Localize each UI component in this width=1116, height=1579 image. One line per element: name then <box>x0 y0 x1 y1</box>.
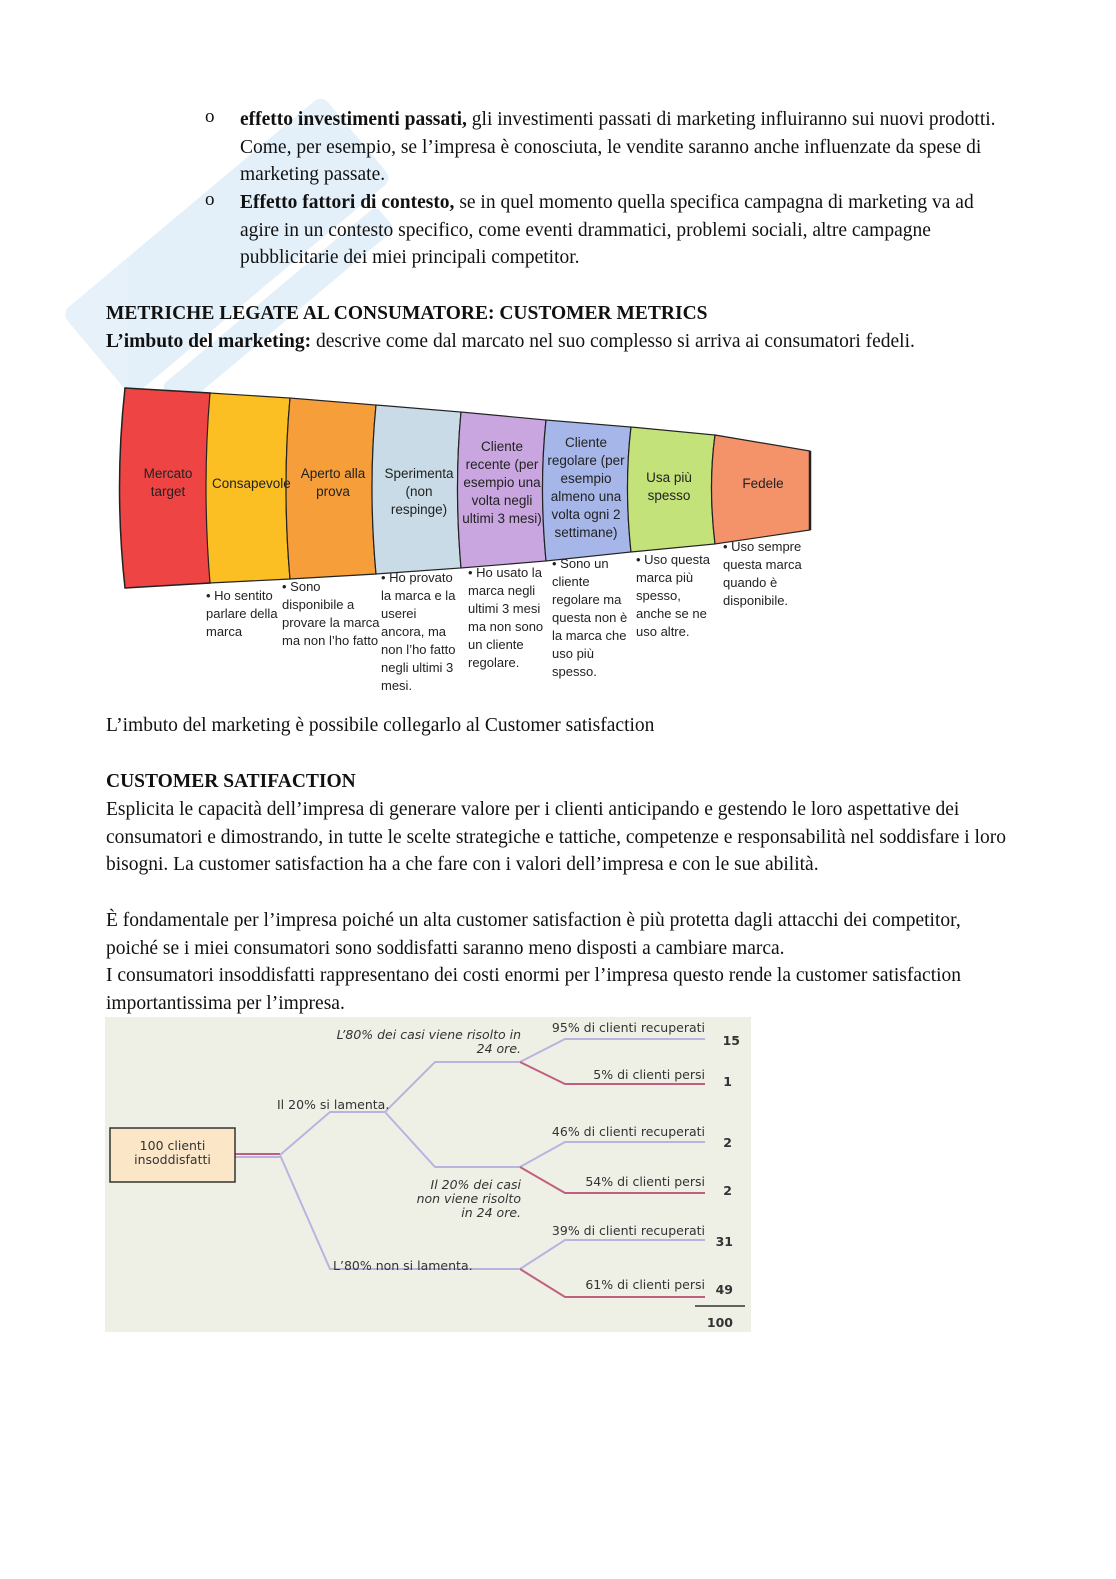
bullet-bold: effetto investimenti passati, <box>240 109 467 130</box>
tree-leaf-value: 49 <box>715 1282 733 1297</box>
tree-leaf-label: 95% di clienti recuperati <box>551 1020 705 1035</box>
paragraph: I consumatori insoddisfatti rappresentano dei costi enormi per l’impresa questo rende la customer satisfaction importantissima per l’impresa. <box>106 965 962 1014</box>
tree-leaf-value: 2 <box>723 1135 732 1150</box>
section-heading: METRICHE LEGATE AL CONSUMATORE: CUSTOMER METRICS <box>106 303 708 324</box>
funnel-description: • Sono un cliente regolare ma questa non è la marca che uso più spesso. <box>552 556 628 679</box>
paragraph: È fondamentale per l’impresa poiché un alta customer satisfaction è più protetta dagli attacchi dei competitor, poiché se i miei consumatori sono soddisfatti saranno meno disposti a cambiare marca. <box>106 910 961 959</box>
tree-total: 100 <box>706 1315 733 1330</box>
tree-leaf-label: 39% di clienti recuperati <box>551 1223 705 1238</box>
tree-leaf-value: 15 <box>722 1033 740 1048</box>
intro-bold: L’imbuto del marketing: <box>106 331 312 352</box>
funnel-segment-label: Sperimenta (non respinge) <box>384 466 454 517</box>
tree-leaf-value: 1 <box>723 1074 732 1089</box>
bullet-symbol: o <box>205 106 215 127</box>
bullet-text <box>240 106 1000 189</box>
funnel-segment-label: Aperto alla prova <box>300 466 366 499</box>
tree-leaf-label: 54% di clienti persi <box>585 1174 705 1189</box>
funnel-intro <box>106 328 1006 356</box>
bullet-body: gli investimenti passati di marketing influiranno sui nuovi prodotti. Come, per esempio, se l’impresa è conosciuta, le vendite saranno anche influenzate da spese di marketing passate. <box>240 109 996 185</box>
bullet-symbol: o <box>205 189 215 210</box>
funnel-description: • Uso sempre questa marca quando è disponibile. <box>723 539 802 608</box>
tree-leaf-value: 31 <box>715 1234 733 1249</box>
intro-text: descrive come dal marcato nel suo complesso si arriva ai consumatori fedeli. <box>311 331 915 352</box>
funnel-description: • Ho provato la marca e la userei ancora, ma non l’ho fatto negli ultimi 3 mesi. <box>381 570 456 693</box>
funnel-description: • Sono disponibile a provare la marca ma non l’ho fatto <box>282 579 380 648</box>
funnel-segment-label: Usa più spesso <box>646 470 692 503</box>
tree-node-not-resolved: Il 20% dei casi non viene risolto in 24 ore. <box>416 1177 521 1220</box>
funnel-segment-label: Consapevole <box>212 476 291 491</box>
tree-root: 100 clienti insoddisfatti <box>134 1138 211 1167</box>
funnel-segment-label: Cliente recente (per esempio una volta negli ultimi 3 mesi) <box>462 439 542 526</box>
tree-node-no-complain: L’80% non si lamenta. <box>333 1258 473 1273</box>
funnel-segment-label: Fedele <box>742 476 784 491</box>
bullet-body: se in quel momento quella specifica campagna di marketing va ad agire in un contesto specifico, come eventi drammatici, problemi sociali, altre campagne pubblicitarie dei miei principali competitor. <box>240 192 974 268</box>
funnel-caption: L’imbuto del marketing è possibile collegarlo al Customer satisfaction <box>106 715 655 736</box>
marketing-funnel <box>118 385 818 715</box>
tree-node-resolved: L’80% dei casi viene risolto in 24 ore. <box>336 1027 521 1056</box>
paragraph: Esplicita le capacità dell’impresa di generare valore per i clienti anticipando e gestendo le loro aspettative dei consumatori e dimostrando, in tutte le scelte strategiche e tattiche, competenze e responsabilità nel soddisfare i loro bisogni. La customer satisfaction ha a che fare con i valori dell’impresa e con le sue abilità. <box>106 799 1006 875</box>
complaint-tree <box>105 1017 751 1332</box>
bullet-bold: Effetto fattori di contesto, <box>240 192 455 213</box>
tree-node-complain: Il 20% si lamenta. <box>277 1097 390 1112</box>
tree-leaf-label: 46% di clienti recuperati <box>551 1124 705 1139</box>
tree-leaf-label: 5% di clienti persi <box>593 1067 705 1082</box>
section-heading: CUSTOMER SATIFACTION <box>106 771 356 792</box>
tree-leaf-value: 2 <box>723 1183 732 1198</box>
funnel-description: • Ho sentito parlare della marca <box>206 588 278 639</box>
funnel-description: • Ho usato la marca negli ultimi 3 mesi ma non sono un cliente regolare. <box>468 565 544 670</box>
funnel-segment-label: Cliente regolare (per esempio almeno una volta ogni 2 settimane) <box>547 435 625 540</box>
bullet-text <box>240 189 1000 272</box>
funnel-description: • Uso questa marca più spesso, anche se ne uso altre. <box>636 552 710 639</box>
tree-leaf-label: 61% di clienti persi <box>585 1277 705 1292</box>
funnel-segment-label: Mercato target <box>143 466 193 499</box>
